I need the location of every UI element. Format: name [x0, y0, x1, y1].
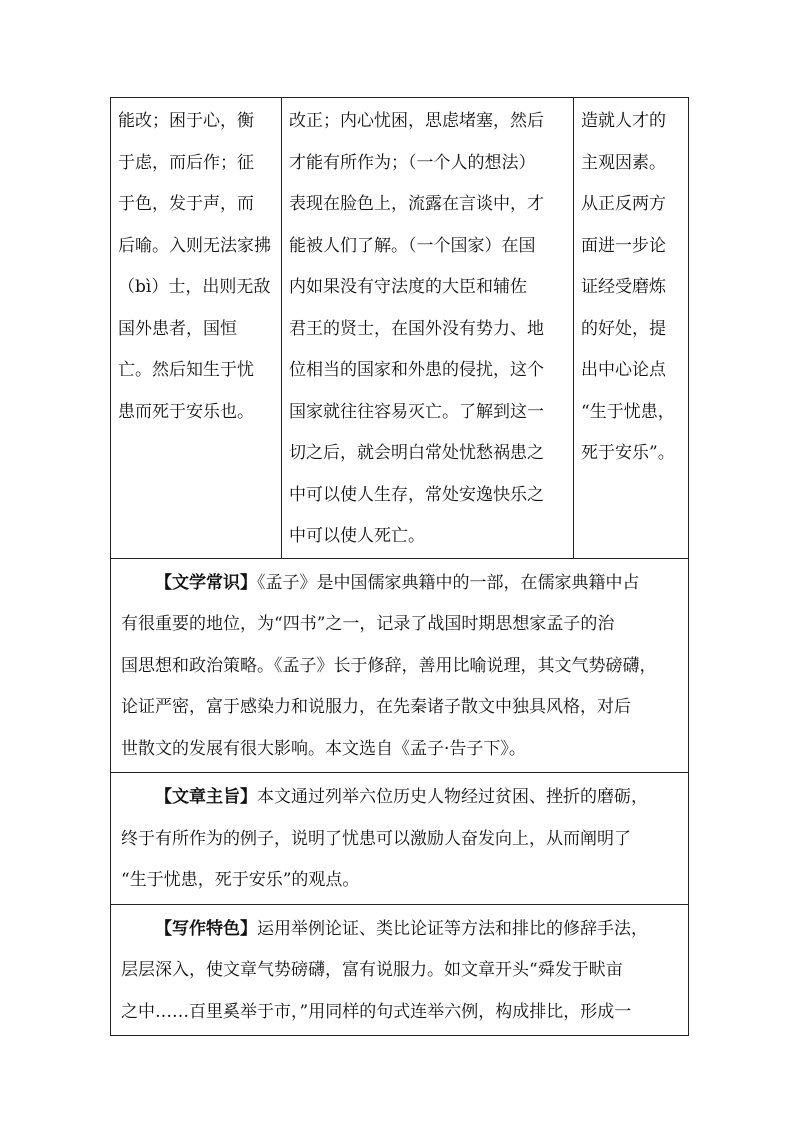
original-line: 于虑，而后作；征 — [118, 152, 254, 173]
analysis-line: 死于安乐”。 — [581, 443, 675, 463]
literary-knowledge-cell — [111, 558, 689, 773]
translation-line: 表现在脸色上，流露在言谈中，才 — [289, 194, 544, 214]
writing-features-heading: 【写作特色】 — [155, 918, 257, 939]
analysis-line: 面进一步论 — [581, 235, 666, 256]
literary-knowledge-line: 论证严密，富于感染力和说服力，在先秦诸子散文中独具风格，对后 — [121, 697, 631, 717]
writing-features-line: 层层深入，使文章气势磅礴，富有说服力。如文章开头“舜发于畎亩 — [121, 960, 623, 980]
translation-line: 才能有所作为；（一个人的想法） — [289, 152, 536, 173]
literary-knowledge-line: 《孟子》是中国儒家典籍中的一部，在儒家典籍中占 — [257, 572, 640, 593]
original-line: （bì）士，出则无敌 — [118, 277, 271, 297]
main-idea-line: “生于忧患，死于安乐”的观点。 — [121, 870, 360, 890]
main-idea-line: 终于有所作为的例子，说明了忧患可以激励人奋发向上，从而阐明了 — [121, 828, 631, 849]
main-idea-cell — [111, 773, 689, 905]
analysis-line: 主观因素。 — [581, 152, 666, 173]
translation-line: 改正；内心忧困，思虑堵塞，然后 — [289, 111, 544, 131]
writing-features-row — [111, 904, 689, 1036]
study-table — [110, 97, 689, 1036]
analysis-line: 的好处，提 — [581, 318, 666, 339]
translation-line: 君王的贤士，在国外没有势力、地 — [289, 318, 544, 339]
original-text-cell — [111, 98, 282, 559]
literary-knowledge-heading: 【文学常识】 — [155, 572, 257, 593]
original-line: 后喻。入则无法家拂 — [118, 235, 271, 256]
translation-line: 位相当的国家和外患的侵扰，这个 — [289, 360, 544, 380]
writing-features-first-line — [121, 909, 680, 951]
document-table-wrapper — [110, 97, 685, 1036]
literary-knowledge-row — [111, 558, 689, 773]
analysis-line: 造就人才的 — [581, 111, 666, 131]
analysis-line: 证经受磨炼 — [581, 277, 666, 297]
analysis-line: “生于忧患， — [581, 401, 675, 422]
writing-features-line: 运用举例论证、类比论证等方法和排比的修辞手法， — [257, 918, 648, 939]
literary-knowledge-first-line — [121, 563, 680, 605]
main-idea-heading: 【文章主旨】 — [155, 787, 257, 807]
translation-line: 能被人们了解。（一个国家）在国 — [289, 235, 536, 256]
text-translation-row — [111, 98, 689, 559]
literary-knowledge-line: 世散文的发展有很大影响。本文选自《孟子·告子下》。 — [121, 738, 526, 759]
main-idea-row — [111, 773, 689, 905]
translation-line: 切之后，就会明白常处忧愁祸患之 — [289, 443, 544, 463]
literary-knowledge-line: 国思想和政治策略。《孟子》长于修辞，善用比喻说理，其文气势磅礴， — [121, 655, 657, 676]
analysis-line: 出中心论点 — [581, 360, 666, 380]
writing-features-cell — [111, 904, 689, 1036]
literary-knowledge-line: 有很重要的地位，为“四书”之一，记录了战国时期思想家孟子的治 — [121, 614, 615, 634]
original-line: 亡。然后知生于忧 — [118, 360, 254, 380]
translation-line: 中可以使人死亡。 — [289, 526, 425, 546]
translation-line: 中可以使人生存，常处安逸快乐之 — [289, 484, 544, 505]
translation-line: 国家就往往容易灭亡。了解到这一 — [289, 401, 544, 422]
original-line: 能改；困于心，衡 — [118, 111, 254, 131]
original-line: 患而死于安乐也。 — [118, 401, 254, 422]
original-line: 国外患者，国恒 — [118, 318, 237, 339]
main-idea-first-line — [121, 777, 680, 819]
translation-line: 内如果没有守法度的大臣和辅佐 — [289, 277, 527, 297]
main-idea-line: 本文通过列举六位历史人物经过贫困、挫折的磨砺， — [257, 787, 648, 807]
analysis-line: 从正反两方 — [581, 194, 666, 214]
writing-features-line: 之中……百里奚举于市，”用同样的句式连举六例，构成排比，形成一 — [121, 1001, 632, 1022]
translation-cell — [282, 98, 574, 559]
analysis-cell — [574, 98, 689, 559]
original-line: 于色，发于声，而 — [118, 194, 254, 214]
